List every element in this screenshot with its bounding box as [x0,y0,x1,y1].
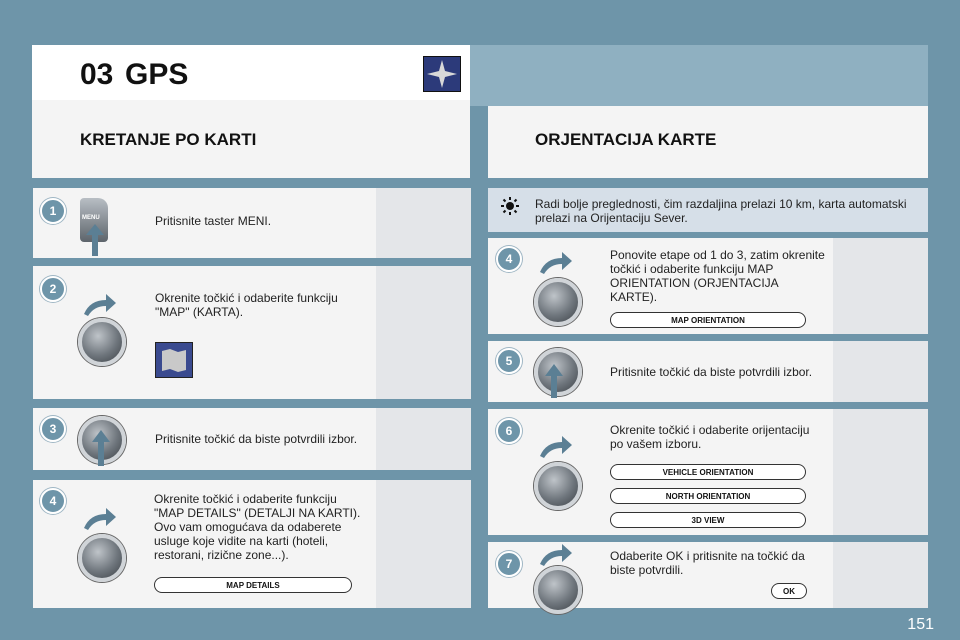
rotate-arrow-icon [538,252,574,279]
right-heading: ORJENTACIJA KARTE [535,130,717,149]
rotary-knob-icon [534,278,582,326]
chapter-number: 03 [80,58,114,91]
menu-option-north-orientation[interactable]: NORTH ORIENTATION [610,488,806,504]
menu-option-map-details[interactable]: MAP DETAILS [154,577,352,593]
console-thumbnail [833,409,928,535]
rotary-knob-icon [534,462,582,510]
console-thumbnail [376,188,471,258]
menu-option-3d-view[interactable]: 3D VIEW [610,512,806,528]
console-thumbnail [376,480,471,608]
step-number: 3 [40,416,66,442]
map-icon [155,342,193,378]
step-text: Okrenite točkić i odaberite orijentaciju po vašem izboru. [610,423,810,451]
page-title: GPS [125,58,189,91]
step-text: Pritisnite točkić da biste potvrdili izbor. [155,432,358,446]
console-thumbnail [376,408,471,470]
console-thumbnail [833,542,928,608]
rotary-knob-icon [78,534,126,582]
rotate-arrow-icon [82,294,118,321]
rotary-knob-icon [78,318,126,366]
step-number: 6 [496,418,522,444]
rotary-knob-icon [534,566,582,614]
left-heading: KRETANJE PO KARTI [80,130,257,149]
console-thumbnail [376,266,471,399]
step-text: Pritisnite taster MENI. [155,214,272,228]
step-text: Okrenite točkić i odaberite funkciju "MAP" (KARTA). [155,291,338,319]
step-number: 4 [40,488,66,514]
gps-icon [423,56,461,92]
rotate-arrow-icon [538,436,574,463]
step-text: Okrenite točkić i odaberite funkciju "MAP DETAILS" (DETALJI NA KARTI). Ovo vam omogućava da odaberete usluge koje vidite na karti (hoteli, restorani, rizične zone...). [154,492,361,562]
menu-option-map-orientation[interactable]: MAP ORIENTATION [610,312,806,328]
step-text: Odaberite OK i pritisnite na točkić da biste potvrdili. [610,549,805,577]
step-number: 1 [40,198,66,224]
console-thumbnail [833,238,928,334]
step-text: Pritisnite točkić da biste potvrdili izbor. [610,365,813,379]
step-text: Ponovite etape od 1 do 3, zatim okrenite točkić i odaberite funkciju MAP ORIENTATION (ORJENTACIJA KARTE). [610,248,825,304]
menu-option-vehicle-orientation[interactable]: VEHICLE ORIENTATION [610,464,806,480]
rotate-arrow-icon [82,508,118,535]
press-arrow-icon [92,430,110,471]
press-arrow-icon [86,224,104,261]
ok-button[interactable]: OK [771,583,807,599]
menu-button-label: MENU [82,215,100,221]
console-thumbnail [833,341,928,402]
map-header-area [470,45,928,106]
press-arrow-icon [545,364,563,403]
step-number: 7 [496,551,522,577]
page-number: 151 [907,616,934,633]
step-number: 5 [496,348,522,374]
step-number: 2 [40,276,66,302]
tip-text: Radi bolje preglednosti, čim razdaljina prelazi 10 km, karta automatski prelazi na Orijentaciju Sever. [535,197,907,225]
lightbulb-icon [500,196,520,221]
step-number: 4 [496,246,522,272]
